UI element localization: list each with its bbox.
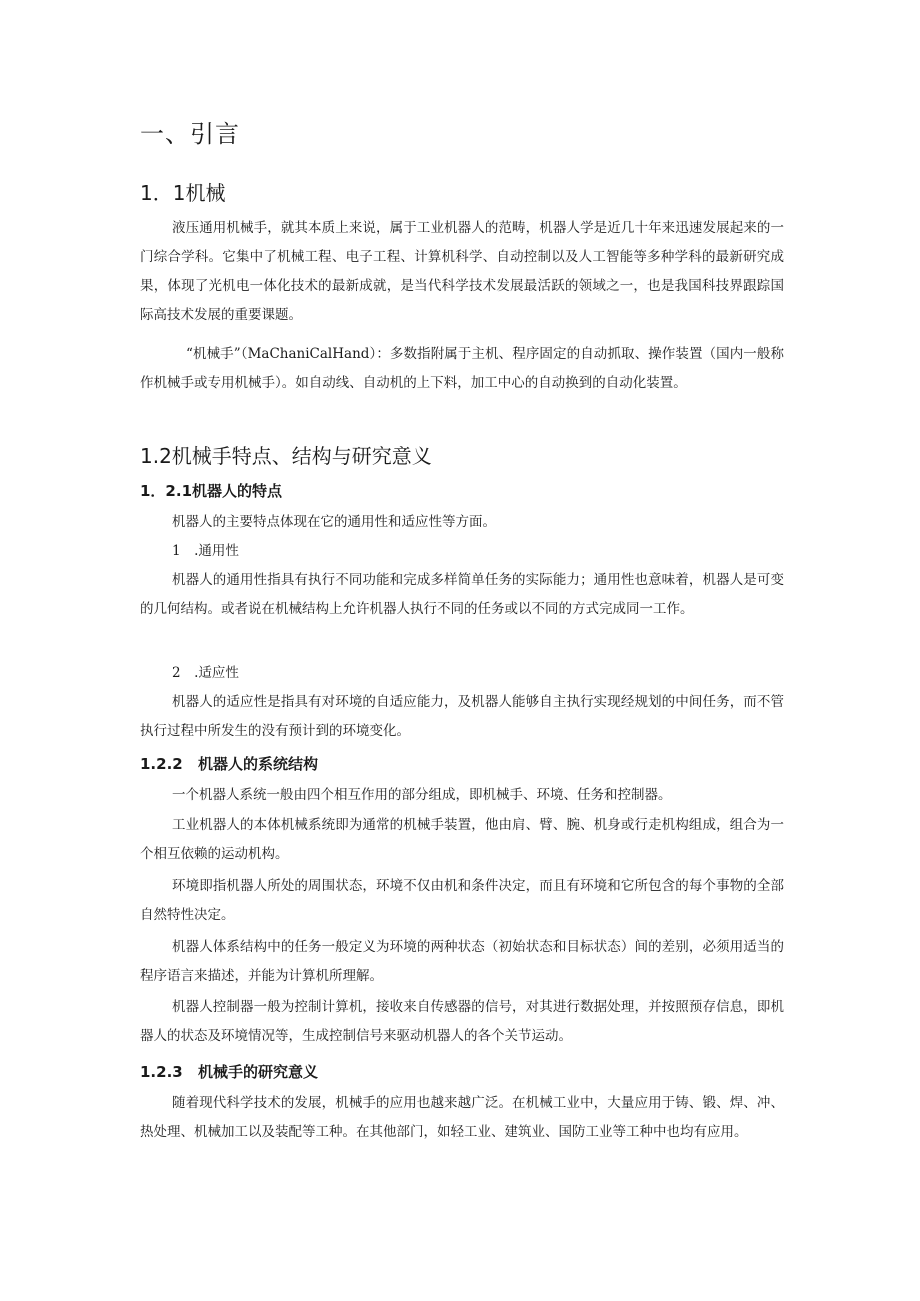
- section-1-2-3-paragraph-1: 随着现代科学技术的发展，机械手的应用也越来越广泛。在机械工业中，大量应用于铸、锻、焊、冲、热处理、机械加工以及装配等工种。在其他部门，如轻工业、建筑业、国防工业等工种中也均有应用。: [140, 1095, 784, 1140]
- section-1-2-2-number: 1.2.2: [140, 755, 183, 773]
- section-1-2-3-title: 机械手的研究意义: [198, 1063, 319, 1081]
- section-1-2-2-paragraph-2: 工业机器人的本体机械系统即为通常的机械手装置，他由肩、臂、腕、机身或行走机构组成，组合为一个相互依赖的运动机构。: [140, 817, 784, 862]
- section-1-2-2-title: 机器人的系统结构: [198, 755, 319, 773]
- item-2-text: 机器人的适应性是指具有对环境的自适应能力，及机器人能够自主执行实现经规划的中间任务，而不管执行过程中所发生的没有预计到的环境变化。: [140, 694, 784, 739]
- section-1-2-2-paragraph-1: 一个机器人系统一般由四个相互作用的部分组成，即机械手、环境、任务和控制器。: [172, 787, 672, 803]
- section-1-2-3-number: 1.2.3: [140, 1063, 183, 1081]
- section-1-2-2-paragraph-4: 机器人体系结构中的任务一般定义为环境的两种状态（初始状态和目标状态）间的差别，必须用适当的程序语言来描述，并能为计算机所理解。: [140, 939, 784, 984]
- item-1-text: 机器人的通用性指具有执行不同功能和完成多样简单任务的实际能力；通用性也意味着，机器人是可变的几何结构。或者说在机械结构上允许机器人执行不同的任务或以不同的方式完成同一工作。: [140, 572, 784, 617]
- section-1-2-3-heading: [140, 1061, 318, 1082]
- section-1-2-2-heading: [140, 753, 318, 774]
- item-1-label: 1 .通用性: [172, 543, 239, 559]
- section-1-2-1-heading: 1．2.1机器人的特点: [140, 482, 283, 500]
- section-1-2-2-paragraph-5: 机器人控制器一般为控制计算机，接收来自传感器的信号，对其进行数据处理，并按照预存信息，即机器人的状态及环境情况等，生成控制信号来驱动机器人的各个关节运动。: [140, 999, 784, 1044]
- item-2-label: 2 .适应性: [172, 665, 239, 681]
- section-1-1-heading: 1．1机械: [140, 181, 226, 205]
- section-1-2-1-intro: 机器人的主要特点体现在它的通用性和适应性等方面。: [172, 514, 496, 530]
- section-1-2-2-paragraph-3: 环境即指机器人所处的周围状态，环境不仅由机和条件决定，而且有环境和它所包含的每个事物的全部自然特性决定。: [140, 878, 784, 923]
- section-1-1-paragraph-1: 液压通用机械手，就其本质上来说，属于工业机器人的范畴，机器人学是近几十年来迅速发展起来的一门综合学科。它集中了机械工程、电子工程、计算机科学、自动控制以及人工智能等多种学科的最新研究成果，体现了光机电一体化技术的最新成就，是当代科学技术发展最活跃的领域之一，也是我国科技界跟踪国际高技术发展的重要课题。: [140, 220, 784, 323]
- section-1-2-heading: 1.2机械手特点、结构与研究意义: [140, 444, 432, 468]
- section-1-1-paragraph-2: “机械手”（MaChaniCalHand）：多数指附属于主机、程序固定的自动抓取、操作装置（国内一般称作机械手或专用机械手）。如自动线、自动机的上下料，加工中心的自动换到的自动化装置。: [140, 346, 784, 391]
- chapter-heading: 一、引言: [140, 120, 240, 148]
